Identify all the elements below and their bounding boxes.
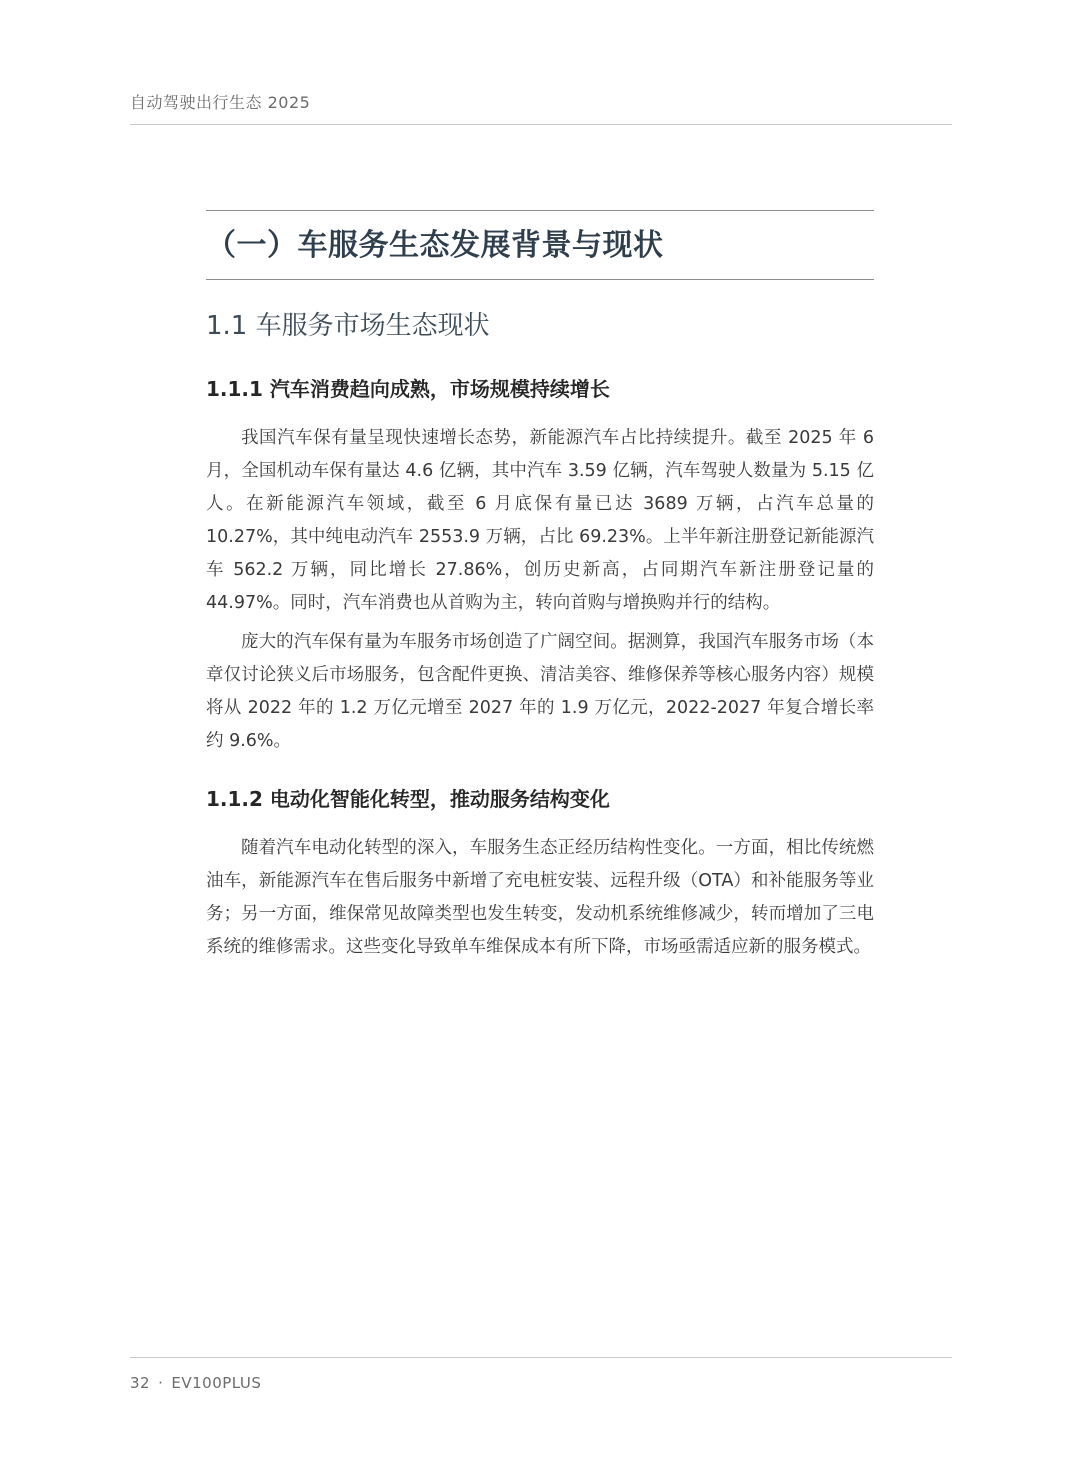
paragraph: 庞大的汽车保有量为车服务市场创造了广阔空间。据测算，我国汽车服务市场（本章仅讨论狭义后市场服务，包含配件更换、清洁美容、维修保养等核心服务内容）规模将从 2022 年的 1.2 万亿元增至 2027 年的 1.9 万亿元，2022-2027 年复合增长率约 9.6%。: [206, 632, 874, 751]
header-divider: [130, 124, 952, 125]
paragraph: 我国汽车保有量呈现快速增长态势，新能源汽车占比持续提升。截至 2025 年 6 月，全国机动车保有量达 4.6 亿辆，其中汽车 3.59 亿辆，汽车驾驶人数量为 5.15 亿人。在新能源汽车领域，截至 6 月底保有量已达 3689 万辆，占汽车总量的 10.27%，其中纯电动汽车 2553.9 万辆，占比 69.23%。上半年新注册登记新能源汽车 562.2 万辆，同比增长 27.86%，创历史新高，占同期汽车新注册登记量的 44.97%。同时，汽车消费也从首购为主，转向首购与增换购并行的结构。: [206, 428, 874, 613]
section-heading-box: [206, 210, 874, 280]
page-content: [206, 210, 874, 970]
footer-brand: EV100PLUS: [171, 1374, 262, 1392]
subsubsection-title-2: 1.1.2 电动化智能化转型，推动服务结构变化: [206, 787, 610, 811]
section-title: （一）车服务生态发展背景与现状: [206, 228, 664, 263]
footer-divider: [130, 1357, 952, 1358]
subsection-title: 1.1 车服务市场生态现状: [206, 311, 490, 341]
running-header: 自动驾驶出行生态 2025: [130, 93, 311, 112]
footer-separator: ·: [158, 1374, 164, 1392]
paragraph: 随着汽车电动化转型的深入，车服务生态正经历结构性变化。一方面，相比传统燃油车，新能源汽车在售后服务中新增了充电桩安装、远程升级（OTA）和补能服务等业务；另一方面，维保常见故障类型也发生转变，发动机系统维修减少，转而增加了三电系统的维修需求。这些变化导致单车维保成本有所下降，市场亟需适应新的服务模式。: [206, 838, 874, 957]
page-footer: [130, 1374, 261, 1392]
page-number: 32: [130, 1374, 151, 1392]
subsubsection-title-1: 1.1.1 汽车消费趋向成熟，市场规模持续增长: [206, 377, 610, 401]
